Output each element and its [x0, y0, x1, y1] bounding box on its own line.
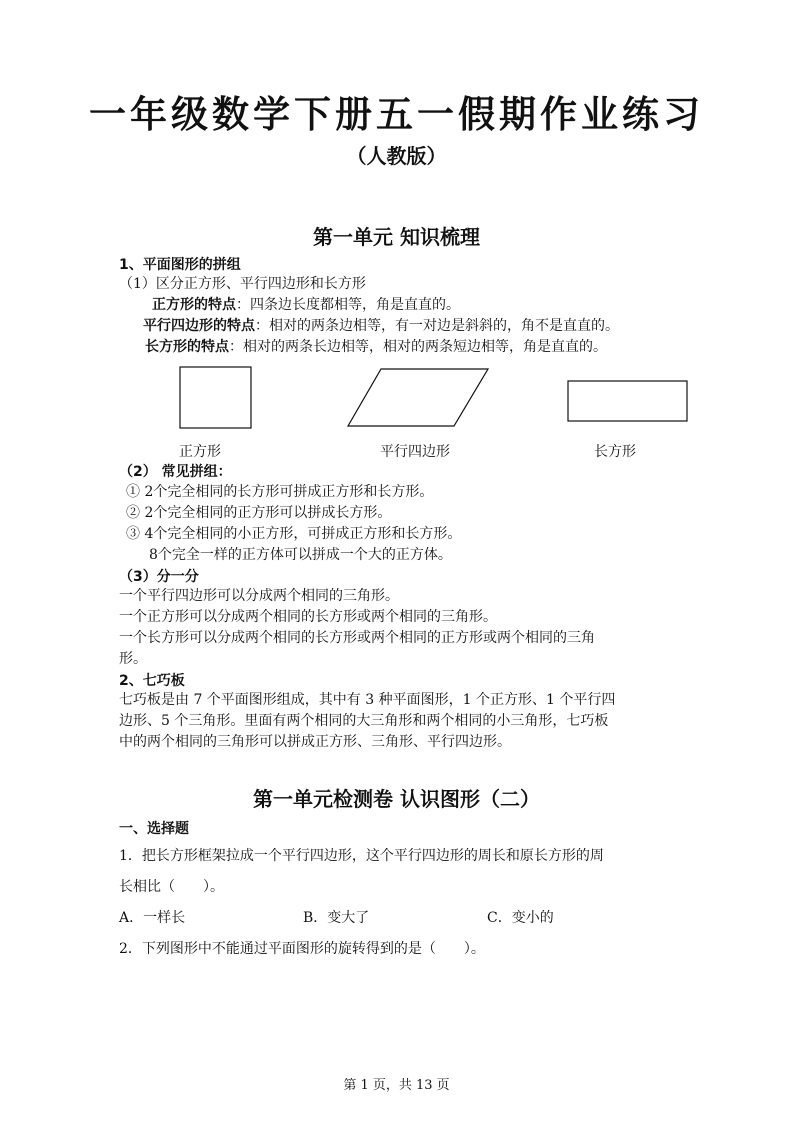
caption-square: 正方形 [179, 444, 221, 460]
section2-title: 2、七巧板 [119, 673, 185, 689]
feature-rectangle-label: 长方形的特点 [145, 339, 229, 355]
feature-parallelogram: 平行四边形的特点：相对的两条边相等，有一对边是斜斜的，角不是直直的。 [143, 318, 619, 334]
caption-rectangle: 长方形 [594, 444, 636, 460]
combo-item: ① 2个完全相同的长方形可拼成正方形和长方形。 [126, 484, 434, 500]
feature-parallelogram-label: 平行四边形的特点 [143, 318, 255, 334]
sub3-title: （3）分一分 [119, 569, 199, 585]
feature-square-label: 正方形的特点 [152, 297, 236, 313]
option-a[interactable]: A．一样长 [119, 910, 186, 926]
option-b[interactable]: B．变大了 [303, 910, 370, 926]
feature-parallelogram-text: 相对的两条边相等，有一对边是斜斜的，角不是直直的。 [269, 318, 619, 334]
unit1-heading: 第一单元 知识梳理 [313, 225, 480, 249]
part1-title: 一、选择题 [119, 821, 189, 837]
divide-line: 一个平行四边形可以分成两个相同的三角形。 [119, 588, 399, 604]
page-footer: 第 1 页，共 13 页 [343, 1078, 450, 1093]
divide-line: 形。 [119, 651, 147, 667]
parallelogram-shape [348, 369, 488, 426]
rectangle-shape [568, 381, 687, 421]
combo-item: ③ 4个完全相同的小正方形，可拼成正方形和长方形。 [126, 526, 462, 542]
test-heading: 第一单元检测卷 认识图形（二） [253, 787, 540, 811]
page-subtitle: （人教版） [346, 144, 447, 168]
tangram-line: 中的两个相同的三角形可以拼成正方形、三角形、平行四边形。 [119, 734, 511, 750]
feature-rectangle: 长方形的特点：相对的两条长边相等，相对的两条短边相等，角是直直的。 [145, 339, 607, 355]
tangram-line: 七巧板是由 7 个平面图形组成，其中有 3 种平面图形，1 个正方形、1 个平行四 [119, 692, 616, 708]
feature-square-text: 四条边长度都相等，角是直直的。 [250, 297, 460, 313]
section1-title: 1、平面图形的拼组 [119, 257, 241, 273]
option-c[interactable]: C．变小的 [487, 910, 554, 926]
page-title: 一年级数学下册五一假期作业练习 [89, 93, 704, 136]
divide-line: 一个长方形可以分成两个相同的长方形或两个相同的正方形或两个相同的三角 [119, 630, 595, 646]
combo-item: 8个完全一样的正方体可以拼成一个大的正方体。 [149, 547, 452, 563]
square-shape [180, 367, 251, 428]
feature-square: 正方形的特点：四条边长度都相等，角是直直的。 [152, 297, 460, 313]
question-1-line2: 长相比（ ）。 [119, 879, 224, 895]
caption-parallelogram: 平行四边形 [380, 444, 450, 460]
question-2: 2．下列图形中不能通过平面图形的旋转得到的是（ ）。 [119, 941, 485, 957]
sub2-title: （2） 常见拼组： [119, 464, 232, 480]
combo-item: ② 2个完全相同的正方形可以拼成长方形。 [126, 505, 392, 521]
tangram-line: 边形、5 个三角形。里面有两个相同的大三角形和两个相同的小三角形，七巧板 [119, 713, 609, 729]
sub1-title: （1）区分正方形、平行四边形和长方形 [119, 276, 366, 292]
divide-line: 一个正方形可以分成两个相同的长方形或两个相同的三角形。 [119, 609, 497, 625]
feature-rectangle-text: 相对的两条长边相等，相对的两条短边相等，角是直直的。 [243, 339, 607, 355]
shapes-figure [0, 0, 793, 440]
question-1-line1: 1．把长方形框架拉成一个平行四边形，这个平行四边形的周长和原长方形的周 [119, 848, 604, 864]
